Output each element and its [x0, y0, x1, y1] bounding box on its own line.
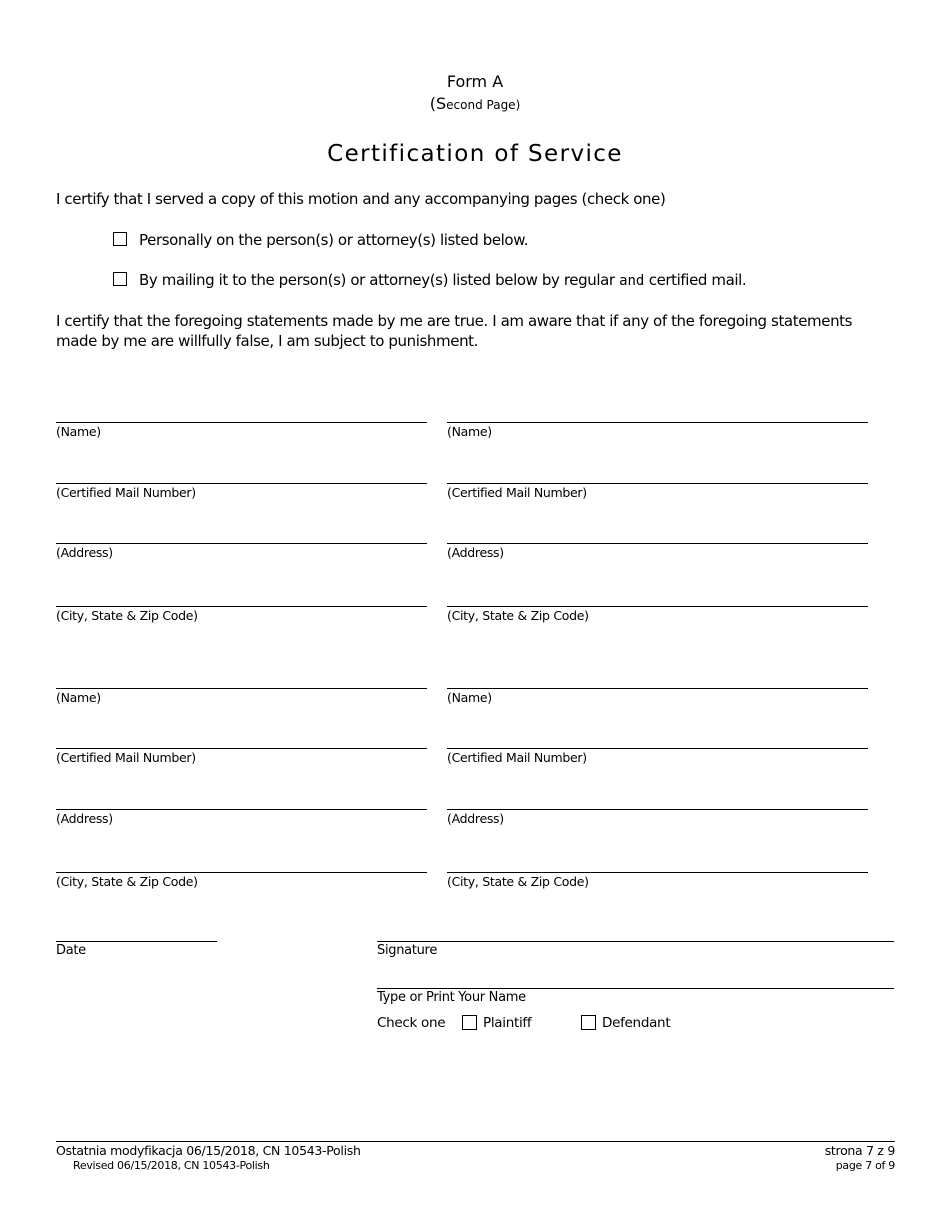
city-label: (City, State & Zip Code)	[447, 874, 589, 889]
personally-checkbox[interactable]	[113, 232, 127, 246]
footer-revision-polish: Ostatnia modyfikacja 06/15/2018, CN 10543-Polish	[56, 1143, 361, 1158]
address-field-3[interactable]	[56, 809, 427, 826]
mail-number-label: (Certified Mail Number)	[447, 485, 587, 500]
mail-number-field-2[interactable]	[447, 483, 868, 500]
city-field-4[interactable]	[447, 872, 868, 889]
defendant-label: Defendant	[602, 1015, 671, 1031]
date-field[interactable]	[56, 941, 217, 958]
address-label: (Address)	[56, 545, 113, 560]
address-label: (Address)	[447, 545, 504, 560]
date-label: Date	[56, 943, 86, 958]
option-personally-label: Personally on the person(s) or attorney(s) listed below.	[139, 231, 529, 249]
subtitle-open: (S	[429, 94, 447, 113]
mailing-checkbox[interactable]	[113, 272, 127, 286]
footer-revision-english: Revised 06/15/2018, CN 10543-Polish	[73, 1159, 270, 1172]
name-field-1[interactable]	[56, 422, 427, 439]
name-label: (Name)	[447, 690, 492, 705]
address-label: (Address)	[56, 811, 113, 826]
option-mailing-and: and	[619, 273, 645, 289]
certification-heading: Certification of Service	[327, 141, 623, 167]
name-field-2[interactable]	[447, 422, 868, 439]
city-field-1[interactable]	[56, 606, 427, 623]
option-mailing-label-start: By mailing it to the person(s) or attorney(s) listed below by regular	[139, 271, 620, 289]
mail-number-label: (Certified Mail Number)	[447, 750, 587, 765]
defendant-checkbox[interactable]	[581, 1015, 596, 1030]
intro-text: I certify that I served a copy of this motion and any accompanying pages (check one)	[56, 190, 666, 208]
city-label: (City, State & Zip Code)	[447, 608, 589, 623]
mail-number-label: (Certified Mail Number)	[56, 750, 196, 765]
city-label: (City, State & Zip Code)	[56, 874, 198, 889]
mail-number-label: (Certified Mail Number)	[56, 485, 196, 500]
city-field-3[interactable]	[56, 872, 427, 889]
mail-number-field-1[interactable]	[56, 483, 427, 500]
plaintiff-checkbox[interactable]	[462, 1015, 477, 1030]
certification-statement: I certify that the foregoing statements made by me are true. I am aware that if any of the foregoing statements made by me are willfully false, I am subject to punishment.	[56, 312, 853, 350]
printed-name-field[interactable]	[377, 988, 894, 1005]
signature-field[interactable]	[377, 941, 894, 958]
name-field-4[interactable]	[447, 688, 868, 705]
subtitle-rest: econd Page)	[446, 98, 521, 112]
name-label: (Name)	[56, 690, 101, 705]
footer-page-polish: strona 7 z 9	[824, 1143, 895, 1158]
form-subtitle	[0, 94, 950, 113]
mail-number-field-4[interactable]	[447, 748, 868, 765]
defendant-option[interactable]	[581, 1015, 670, 1031]
form-title: Form A	[446, 72, 504, 91]
address-field-2[interactable]	[447, 543, 868, 560]
check-one-label: Check one	[377, 1015, 446, 1031]
option-mailing-label-end: certified mail.	[644, 271, 747, 289]
city-label: (City, State & Zip Code)	[56, 608, 198, 623]
signature-label: Signature	[377, 943, 438, 958]
name-label: (Name)	[447, 424, 492, 439]
option-personally[interactable]	[113, 231, 528, 249]
plaintiff-label: Plaintiff	[483, 1015, 532, 1031]
name-label: (Name)	[56, 424, 101, 439]
city-field-2[interactable]	[447, 606, 868, 623]
name-field-3[interactable]	[56, 688, 427, 705]
plaintiff-option[interactable]	[462, 1015, 531, 1031]
address-field-1[interactable]	[56, 543, 427, 560]
footer-divider	[56, 1141, 895, 1142]
mail-number-field-3[interactable]	[56, 748, 427, 765]
option-mailing[interactable]	[113, 271, 746, 289]
footer-page-english: page 7 of 9	[835, 1159, 895, 1172]
address-label: (Address)	[447, 811, 504, 826]
printed-name-label: Type or Print Your Name	[377, 990, 526, 1005]
address-field-4[interactable]	[447, 809, 868, 826]
